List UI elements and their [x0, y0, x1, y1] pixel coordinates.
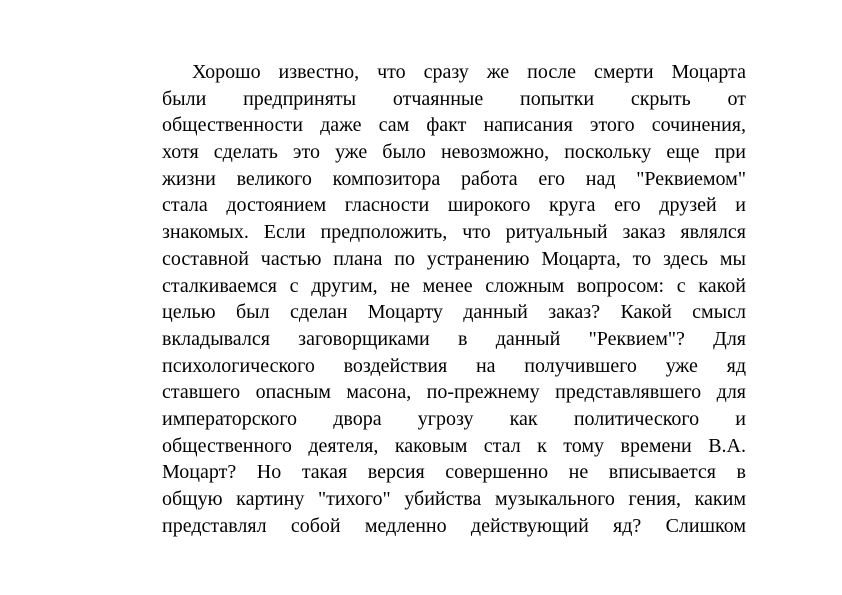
- body-paragraph: [162, 59, 746, 539]
- text-line: сталкиваемся с другим, не менее сложным вопросом: с какой: [162, 274, 746, 297]
- text-line: стала достоянием гласности широкого круга его друзей и: [162, 194, 746, 217]
- text-line: жизни великого композитора работа его над "Реквиемом": [162, 167, 746, 190]
- text-line: целью был сделан Моцарту данный заказ? Какой смысл: [162, 301, 746, 324]
- text-line: составной частью плана по устранению Моцарта, то здесь мы: [162, 247, 746, 270]
- text-line: знакомых. Если предположить, что ритуальный заказ являлся: [162, 221, 746, 244]
- text-line: императорского двора угрозу как политического и: [162, 407, 746, 430]
- text-line: общественности даже сам факт написания этого сочинения,: [162, 114, 746, 137]
- text-line: хотя сделать это уже было невозможно, поскольку еще при: [162, 141, 746, 164]
- text-line: психологического воздействия на получившего уже яд: [162, 354, 746, 377]
- text-line: ставшего опасным масона, по-прежнему представлявшего для: [162, 381, 746, 404]
- text-line: общественного деятеля, каковым стал к тому времени В.А.: [162, 434, 746, 457]
- text-line: Моцарт? Но такая версия совершенно не вписывается в: [162, 461, 746, 484]
- text-line: Хорошо известно, что сразу же после смерти Моцарта: [192, 61, 746, 83]
- text-line: общую картину "тихого" убийства музыкального гения, каким: [162, 488, 746, 510]
- text-line: вкладывался заговорщиками в данный "Реквием"? Для: [162, 327, 746, 350]
- text-line: были предприняты отчаянные попытки скрыть от: [162, 87, 746, 110]
- text-line: представлял собой медленно действующий яд? Слишком: [162, 514, 746, 537]
